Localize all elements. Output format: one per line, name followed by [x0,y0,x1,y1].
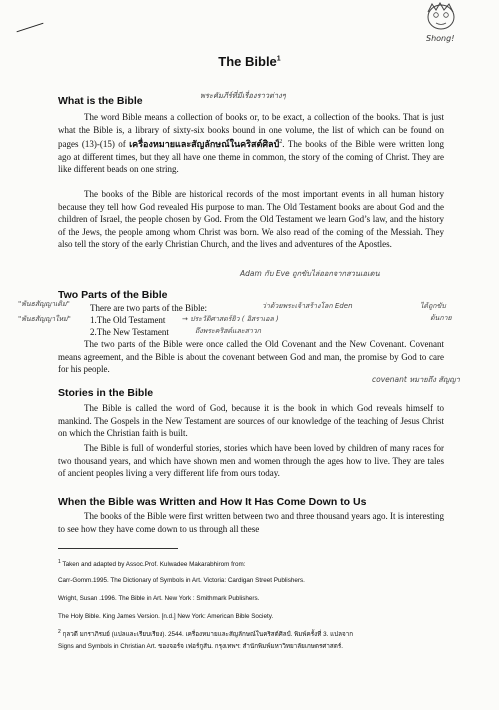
handwritten-note-covenant: covenant หมายถึง สัญญา [372,375,460,384]
footnote-1 [58,558,458,569]
section-heading-when: When the Bible was Written and How It Has Come Down to Us [58,496,367,508]
paragraph-stories-1 [58,402,444,440]
handwritten-note-expelled: ได้ถูกขับ [420,302,446,310]
handwritten-note-christ-apostles: ถึงพระคริสต์และสาวก [195,327,261,335]
footnote-ref-carr-gomm: Carr-Gomm.1995. The Dictionary of Symbols in Art. Victoria: Cardigan Street Publishers. [58,577,305,584]
list-item-new-testament: 2.The New Testament [90,327,169,337]
footnote-ref-2: 2 [279,139,283,146]
page-title [0,54,499,69]
title-text: The Bible [218,54,277,69]
doodle-label: Shong! [426,34,455,43]
para-stories-1-text: The Bible is called the word of God, because it is the book in which God reveals himself to mankind. The Gospels in the New Testament are sources of our knowledge of the teaching of Jesus Christ on which the Christian faith is built. [58,403,444,439]
two-parts-intro: There are two parts of the Bible: [90,303,207,313]
para-what-1-end: . The books of the Bible were written long ago at different times, but they all have one theme in common, the story of the coming of Christ. They are like different beads on one string. [58,139,444,175]
book-title-thai: เครื่องหมายและสัญลักษณ์ในคริสต์ศิลป์ [129,139,280,150]
list-item-old-testament: 1.The Old Testament [90,315,166,325]
handwritten-note-old-covenant: "พันธสัญญาเดิม" [18,300,70,308]
para-what-2-text: The books of the Bible are historical records of the most important events in all human history because they tell how God revealed His purpose to man. The Old Testament books are about God and the children of Israel, the people chosen by God. From the Old Testament we learn God’s law, and the history of the Jews, the people among whom Christ was born. We also read of the coming of the Messiah. They also tell the story of the early Christian Church, and the lives and adventures of the Apostles. [58,189,444,250]
handwritten-note-adam-eve: Adam กับ Eve ถูกขับไล่ออกจากสวนเอเดน [240,269,380,278]
para-what-1-text: The word Bible means a collection of books or, to be exact, a collection of the books. That is just what the Bible is, a library of sixty-six books bound in one volume, the list of which can be found on pages (13)-(15) of [58,112,444,150]
handwritten-note-what: พระคัมภีร์ที่มีเรื่องราวต่างๆ [200,91,286,100]
footnote-ref-holy-bible: The Holy Bible. King James Version. [n.d.] New York: American Bible Society. [58,613,274,620]
para-stories-2-text: The Bible is full of wonderful stories, stories which have been loved by children of many races for two thousand years, and which have shown men and women through the ages how to live. They are tales of ancient peoples living a very different life from ours today. [58,443,444,479]
para-when-text: The books of the Bible were first written between two and three thousand years ago. It is interesting to see how they have come down to us through all these [58,511,444,534]
margin-pen-mark [17,23,44,33]
paragraph-covenant [58,338,444,376]
face-doodle-icon [418,2,464,34]
footnote-ref-wright: Wright, Susan .1996. The Bible in Art. New York : Smithmark Publishers. [58,595,260,602]
handwritten-note-jewish-history: → ประวัติศาสตร์ยิว ( อิสราเอล ) [182,315,279,323]
footnote-divider [58,548,178,549]
para-covenant-text: The two parts of the Bible were once called the Old Covenant and the New Covenant. Covenant means agreement, and the Bible is about the covenant between God and man, the promise by God to care for his people. [58,339,444,375]
paragraph-when [58,510,444,535]
handwritten-note-new-covenant: "พันธสัญญาใหม่" [18,315,71,323]
footnote-2 [58,628,458,639]
footnote-1-marker: 1 [58,559,61,565]
section-heading-stories: Stories in the Bible [58,387,154,399]
paragraph-stories-2 [58,442,444,480]
handwritten-note-origin: ต้นกาย [430,314,452,322]
footnote-1-text: Taken and adapted by Assoc.Prof. Kulwadee Makarabhirom from: [62,561,246,569]
section-heading-two-parts: Two Parts of the Bible [58,289,168,301]
paragraph-what-2 [58,188,444,251]
footnote-2-text: กุลวดี มกราภิรมย์ (แปลและเรียบเรียง). 2544. เครื่องหมายและสัญลักษณ์ในคริสต์ศิลป์. พิมพ์ครั้งที่ 3. แปลจาก [62,631,354,639]
paragraph-what-1 [58,111,444,176]
footnote-2-continued: Signs and Symbols in Christian Art. ของจอร์จ เฟอร์กูสัน. กรุงเทพฯ: สำนักพิมพ์มหาวิทยาลัยเกษตรศาสตร์. [58,643,343,650]
handwritten-note-eden: ว่าด้วยพระเจ้าสร้างโลก Eden [262,302,353,310]
section-heading-what: What is the Bible [58,95,143,107]
title-footnote-ref: 1 [276,55,281,63]
footnote-2-marker: 2 [58,629,61,635]
